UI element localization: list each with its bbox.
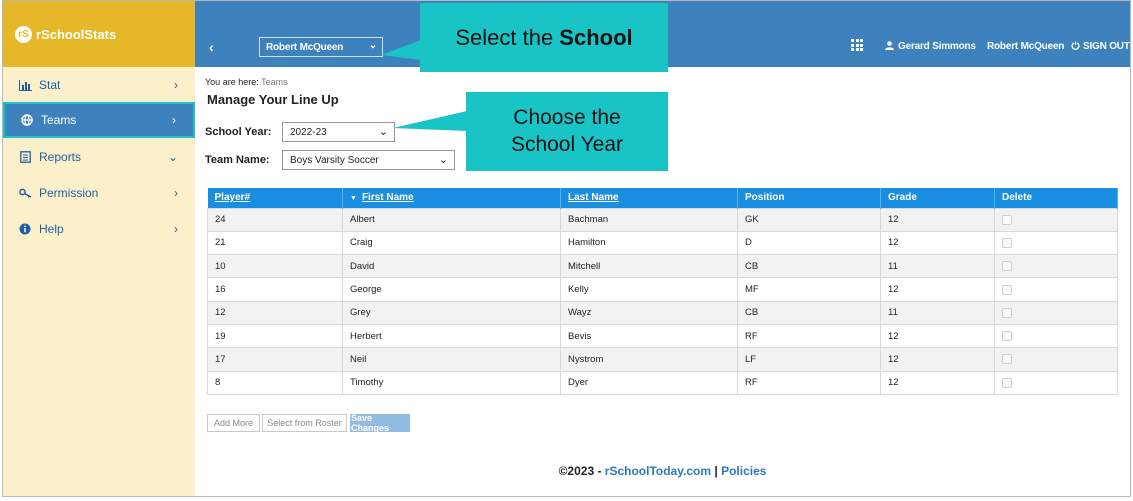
cell-player-number: 12 xyxy=(208,301,343,324)
page-title: Manage Your Line Up xyxy=(207,92,339,107)
team-name-label: Team Name: xyxy=(205,154,270,166)
cell-first-name: Grey xyxy=(343,301,561,324)
chevron-right-icon: › xyxy=(174,78,178,92)
cell-last-name: Dyer xyxy=(561,371,738,394)
sidebar-item-label: Help xyxy=(39,222,64,236)
sidebar-item-label: Stat xyxy=(39,78,61,92)
breadcrumb-prefix: You are here: xyxy=(205,77,259,87)
cell-position: D xyxy=(738,231,881,254)
column-grade: Grade xyxy=(881,188,995,208)
cell-last-name: Nystrom xyxy=(561,348,738,371)
cell-position: CB xyxy=(738,255,881,278)
team-name-value: Boys Varsity Soccer xyxy=(290,154,379,166)
cell-player-number: 16 xyxy=(208,278,343,301)
cell-grade: 11 xyxy=(881,255,995,278)
cell-player-number: 21 xyxy=(208,231,343,254)
cell-position: MF xyxy=(738,278,881,301)
cell-player-number: 10 xyxy=(208,255,343,278)
select-from-roster-button[interactable]: Select from Roster xyxy=(262,414,347,432)
logo-icon: rS xyxy=(15,26,32,43)
cell-player-number: 19 xyxy=(208,324,343,347)
cell-first-name: Herbert xyxy=(343,324,561,347)
footer-separator: | xyxy=(711,464,722,478)
cell-first-name: Craig xyxy=(343,231,561,254)
sidebar-item-label: Permission xyxy=(39,186,99,200)
cell-first-name: George xyxy=(343,278,561,301)
cell-grade: 12 xyxy=(881,208,995,231)
brand-name: rSchoolStats xyxy=(36,26,117,42)
cell-first-name: Albert xyxy=(343,208,561,231)
column-player-number[interactable]: Player# xyxy=(208,188,343,208)
sort-desc-icon: ▼ xyxy=(350,195,357,203)
cell-player-number: 24 xyxy=(208,208,343,231)
cell-last-name: Bachman xyxy=(561,208,738,231)
column-last-name[interactable]: Last Name xyxy=(561,188,738,208)
cell-position: RF xyxy=(738,324,881,347)
cell-player-number: 8 xyxy=(208,371,343,394)
user-name: Gerard Simmons xyxy=(898,41,976,52)
chevron-right-icon: › xyxy=(172,113,176,127)
cell-grade: 12 xyxy=(881,278,995,301)
sign-out-label: SIGN OUT xyxy=(1083,41,1130,52)
chevron-right-icon: › xyxy=(174,186,178,200)
cell-position: RF xyxy=(738,371,881,394)
current-school[interactable]: Robert McQueen xyxy=(987,41,1065,52)
school-year-value: 2022-23 xyxy=(290,126,327,138)
cell-last-name: Kelly xyxy=(561,278,738,301)
breadcrumb-current[interactable]: Teams xyxy=(261,77,288,87)
callout-school-bold: School xyxy=(559,25,633,50)
cell-player-number: 17 xyxy=(208,348,343,371)
cell-first-name: Timothy xyxy=(343,371,561,394)
cell-first-name: Neil xyxy=(343,348,561,371)
school-year-label: School Year: xyxy=(205,126,272,138)
chevron-down-icon: ⌄ xyxy=(378,126,388,138)
column-position: Position xyxy=(738,188,881,208)
sidebar-item-label: Reports xyxy=(39,150,82,164)
school-select-value: Robert McQueen xyxy=(266,41,344,53)
cell-grade: 12 xyxy=(881,324,995,347)
callout-year-line2: School Year xyxy=(510,133,624,156)
cell-last-name: Wayz xyxy=(561,301,738,324)
chevron-down-icon: ⌄ xyxy=(368,40,377,51)
copyright: ©2023 - xyxy=(558,464,605,478)
callout-school-prefix: Select the xyxy=(455,25,560,50)
cell-grade: 12 xyxy=(881,231,995,254)
cell-last-name: Mitchell xyxy=(561,255,738,278)
site-link[interactable]: rSchoolToday.com xyxy=(604,464,712,478)
chevron-right-icon: › xyxy=(174,222,178,236)
add-more-button[interactable]: Add More xyxy=(207,414,260,432)
chevron-down-icon: ⌄ xyxy=(438,154,448,166)
column-delete: Delete xyxy=(995,188,1118,208)
select-school-callout xyxy=(420,3,668,72)
column-first-name-label: First Name xyxy=(361,192,414,204)
choose-year-callout xyxy=(466,92,668,171)
cell-position: LF xyxy=(738,348,881,371)
cell-first-name: David xyxy=(343,255,561,278)
chevron-down-icon: ⌄ xyxy=(167,150,178,164)
cell-grade: 12 xyxy=(881,348,995,371)
sidebar-item-label: Teams xyxy=(41,113,77,127)
cell-last-name: Hamilton xyxy=(561,231,738,254)
back-chevron-icon[interactable]: ‹ xyxy=(209,39,214,55)
policies-link[interactable]: Policies xyxy=(721,464,767,478)
cell-grade: 11 xyxy=(881,301,995,324)
cell-last-name: Bevis xyxy=(561,324,738,347)
save-changes-button[interactable]: Save Changes xyxy=(350,414,410,432)
cell-grade: 12 xyxy=(881,371,995,394)
cell-position: CB xyxy=(738,301,881,324)
cell-position: GK xyxy=(738,208,881,231)
callout-year-line1: Choose the xyxy=(513,106,621,129)
